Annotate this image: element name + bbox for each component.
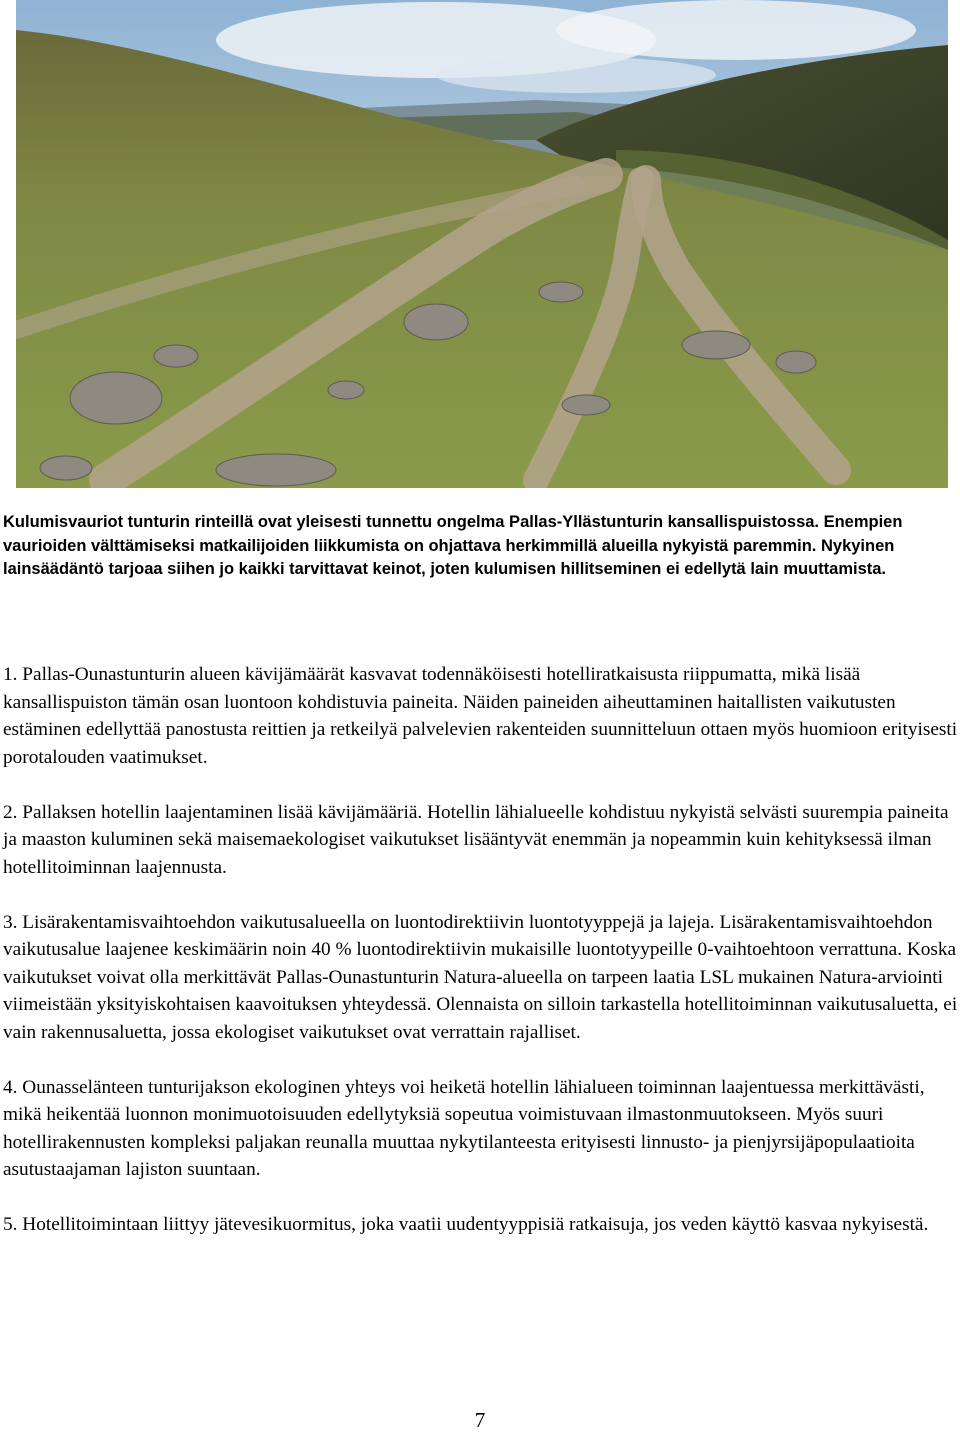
- paragraph-1: 1. Pallas-Ounastunturin alueen kävijämäärät kasvavat todennäköisesti hotelliratkaisusta riippumatta, mikä lisää kansallispuiston tämän osan luontoon kohdistuvia paineita. Näiden paineiden aiheuttaminen haitallisten vaikutusten estäminen edellyttää panostusta reittien ja retkeilyä palvelevien rakenteiden suunnitteluun ottaen myös huomioon erityisesti porotalouden vaatimukset.: [3, 664, 958, 768]
- paragraph-3: 3. Lisärakentamisvaihtoehdon vaikutusalueella on luontodirektiivin luontotyyppejä ja lajeja. Lisärakentamisvaihtoehdon vaikutusalue laajenee keskimäärin noin 40 % luontodirektiivin mukaisille luontotyypeille 0-vaihtoehtoon verrattuna. Koska vaikutukset voivat olla merkittävät Pallas-Ounastunturin Natura-alueella on tarpeen laatia LSL mukainen Natura-arviointi viimeistään yksityiskohtaisen kaavoituksen yhteydessä. Olennaista on silloin tarkastella hotellitoiminnan vaikutusaluetta, ei vain rakennusaluetta, jossa ekologiset vaikutukset ovat verrattain rajalliset.: [3, 911, 958, 1043]
- eroded-trails-photo: [16, 0, 948, 488]
- document-body: [3, 661, 960, 1266]
- landscape-illustration: [16, 0, 948, 488]
- page-number: 7: [474, 1408, 486, 1432]
- photo-caption: Kulumisvauriot tunturin rinteillä ovat yleisesti tunnettu ongelma Pallas-Yllästunturin kansallispuistossa. Enempien vaurioiden välttämiseksi matkailijoiden liikkumista on ohjattava herkimmillä alueilla nykyistä paremmin. Nykyinen lainsäädäntö tarjoaa siihen jo kaikki tarvittavat keinot, joten kulumisen hillitseminen ei edellytä lain muuttamista.: [3, 513, 903, 578]
- paragraph-4: 4. Ounasselänteen tunturijakson ekologinen yhteys voi heiketä hotellin lähialueen toiminnan laajentuessa merkittävästi, mikä heikentää luonnon monimuotoisuuden edellytyksiä sopeutua voimistuvaan ilmastonmuutokseen. Myös suuri hotellirakennusten kompleksi paljakan reunalla muuttaa nykytilanteesta erityisesti linnusto- ja pienjyrsijäpopulaatioita asutustaajaman lajiston suuntaan.: [3, 1076, 925, 1180]
- paragraph-2: 2. Pallaksen hotellin laajentaminen lisää kävijämääriä. Hotellin lähialueelle kohdistuu nykyistä selvästi suurempia paineita ja maaston kuluminen sekä maisemaekologiset vaikutukset lisääntyvät enemmän ja nopeammin kuin kehityksessä ilman hotellitoiminnan laajennusta.: [3, 801, 949, 878]
- paragraph-5: 5. Hotellitoimintaan liittyy jätevesikuormitus, joka vaatii uudentyyppisiä ratkaisuja, jos veden käyttö kasvaa nykyisestä.: [3, 1214, 929, 1235]
